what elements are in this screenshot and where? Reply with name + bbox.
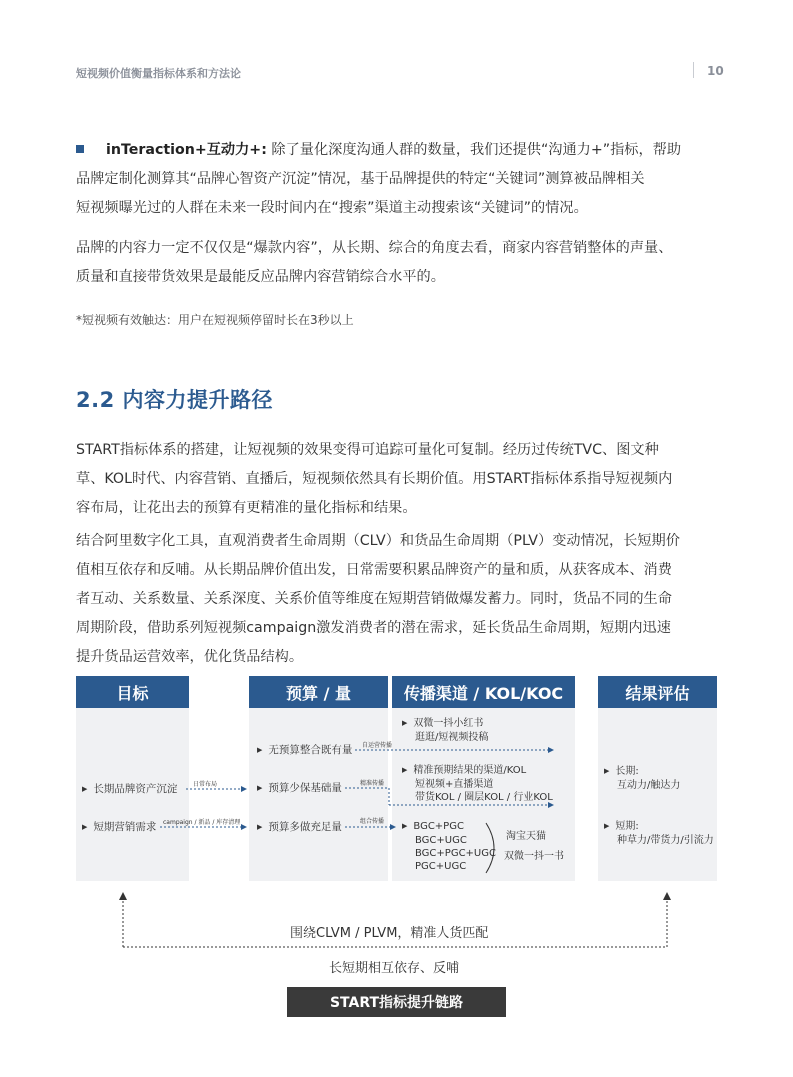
intro-bold-lead: inTeraction+互动力+: [106, 142, 267, 158]
budget-none-label: 无预算整合既有量 [268, 744, 353, 756]
channel-group-2 [402, 764, 553, 804]
result-long-term-label [604, 765, 680, 779]
label-combo: 组合传播 [360, 818, 385, 825]
clv-line-3: 者互动、关系数量、关系深度、关系价值等维度在短期营销做爆发蓄力。同时，货品不同的生命 [76, 591, 672, 607]
platform-social: 双微一抖一书 [504, 851, 564, 862]
label-campaign: campaign / 新品 / 库存清理 [163, 819, 241, 826]
section-title: 2.2 内容力提升路径 [76, 388, 274, 412]
channel-group-2-line-2: 短视频+直播渠道 [415, 779, 494, 790]
loop-label-top: 围绕CLVM / PLVM，精准人货匹配 [290, 926, 489, 941]
platform-tmall: 淘宝天猫 [506, 831, 546, 842]
budget-none [257, 744, 352, 758]
channel-group-1-text: 双微一抖小红书 [413, 718, 484, 729]
footnote: *短视频有效触达：用户在短视频停留时长在3秒以上 [76, 313, 354, 327]
budget-high-label: 预算多做充足量 [268, 821, 342, 833]
result-short-term-value: 种草力/带货力/引流力 [617, 835, 714, 846]
channel-combos [402, 820, 496, 873]
budget-high [257, 821, 342, 835]
triangle-bullet-icon: ▶ [402, 766, 408, 774]
result-long-label-text: 长期: [615, 766, 639, 777]
triangle-bullet-icon: ▶ [257, 823, 263, 831]
combo-item: BGC+UGC [415, 835, 467, 846]
channel-group-1-line-1 [402, 717, 488, 731]
combo-item: BGC+PGC+UGC [415, 848, 496, 859]
column-header-budget: 预算 / 量 [249, 676, 388, 708]
triangle-bullet-icon: ▶ [604, 822, 610, 830]
goal-short-term-label: 短期营销需求 [93, 821, 157, 833]
result-short-term-label [604, 820, 714, 834]
combo-text: BGC+PGC [413, 821, 464, 832]
goal-long-term [82, 783, 177, 797]
column-header-results: 结果评估 [598, 676, 717, 708]
label-self-operated: 自运营传播 [362, 742, 393, 749]
goal-long-term-label: 长期品牌资产沉淀 [93, 783, 178, 795]
triangle-bullet-icon: ▶ [82, 785, 88, 793]
result-long-term [604, 765, 680, 792]
page-number: 10 [707, 64, 724, 78]
intro-line-2: 品牌定制化测算其“品牌心智资产沉淀”情况，基于品牌提供的特定“关键词”测算被品牌相关 [76, 171, 645, 187]
content-power-line-1: 品牌的内容力一定不仅仅是“爆款内容”，从长期、综合的角度去看，商家内容营销整体的声量、 [76, 240, 673, 256]
channel-group-2-line-3: 带货KOL / 圈层KOL / 行业KOL [415, 792, 553, 803]
column-header-goals: 目标 [76, 676, 189, 708]
start-line-1: START指标体系的搭建，让短视频的效果变得可追踪可量化可复制。经历过传统TVC、图文种 [76, 442, 659, 458]
content-power-line-2: 质量和直接带货效果是最能反应品牌内容营销综合水平的。 [76, 269, 445, 285]
channel-group-1-line-2: 逛逛/短视频投稿 [415, 732, 489, 743]
goal-short-term [82, 821, 156, 835]
result-short-label-text: 短期: [615, 821, 639, 832]
result-short-term [604, 820, 714, 847]
start-line-2: 草、KOL时代、内容营销、直播后，短视频依然具有长期价值。用START指标体系指导短视频内 [76, 471, 673, 487]
intro-line-3: 短视频曝光过的人群在未来一段时间内在“搜索”渠道主动搜索该“关键词”的情况。 [76, 200, 588, 216]
triangle-bullet-icon: ▶ [402, 822, 408, 830]
channel-group-2-text: 精准预期结果的渠道/KOL [413, 765, 527, 776]
loop-label-bottom: 长短期相互依存、反哺 [329, 961, 460, 976]
budget-low [257, 782, 342, 796]
label-precise: 精准传播 [360, 780, 385, 787]
clv-line-4: 周期阶段，借助系列短视频campaign激发消费者的潜在需求，延长货品生命周期，短期内迅速 [76, 620, 671, 636]
combo-item: PGC+UGC [415, 861, 467, 872]
triangle-bullet-icon: ▶ [604, 767, 610, 775]
result-long-term-value: 互动力/触达力 [617, 780, 681, 791]
clv-line-5: 提升货品运营效率，优化货品结构。 [76, 649, 304, 665]
intro-line1-text: 除了量化深度沟通人群的数量，我们还提供“沟通力+”指标，帮助 [266, 142, 682, 158]
clv-line-1: 结合阿里数字化工具，直观消费者生命周期（CLV）和货品生命周期（PLV）变动情况，长短期价 [76, 533, 680, 549]
channel-group-1 [402, 717, 488, 744]
clv-line-2: 值相互依存和反哺。从长期品牌价值出发，日常需要积累品牌资产的量和质，从获客成本、消费 [76, 562, 672, 578]
start-chain-label: START指标提升链路 [287, 987, 506, 1017]
triangle-bullet-icon: ▶ [82, 823, 88, 831]
channel-group-2-line-1 [402, 764, 553, 778]
triangle-bullet-icon: ▶ [402, 719, 408, 727]
combo-item [402, 820, 496, 834]
triangle-bullet-icon: ▶ [257, 746, 263, 754]
column-header-channels: 传播渠道 / KOL/KOC [392, 676, 575, 708]
triangle-bullet-icon: ▶ [257, 784, 263, 792]
budget-low-label: 预算少保基础量 [268, 782, 342, 794]
running-header-title: 短视频价值衡量指标体系和方法论 [76, 67, 241, 80]
start-line-3: 容布局，让花出去的预算有更精准的量化指标和结果。 [76, 500, 417, 516]
label-daily-layout: 日常布局 [193, 781, 218, 788]
